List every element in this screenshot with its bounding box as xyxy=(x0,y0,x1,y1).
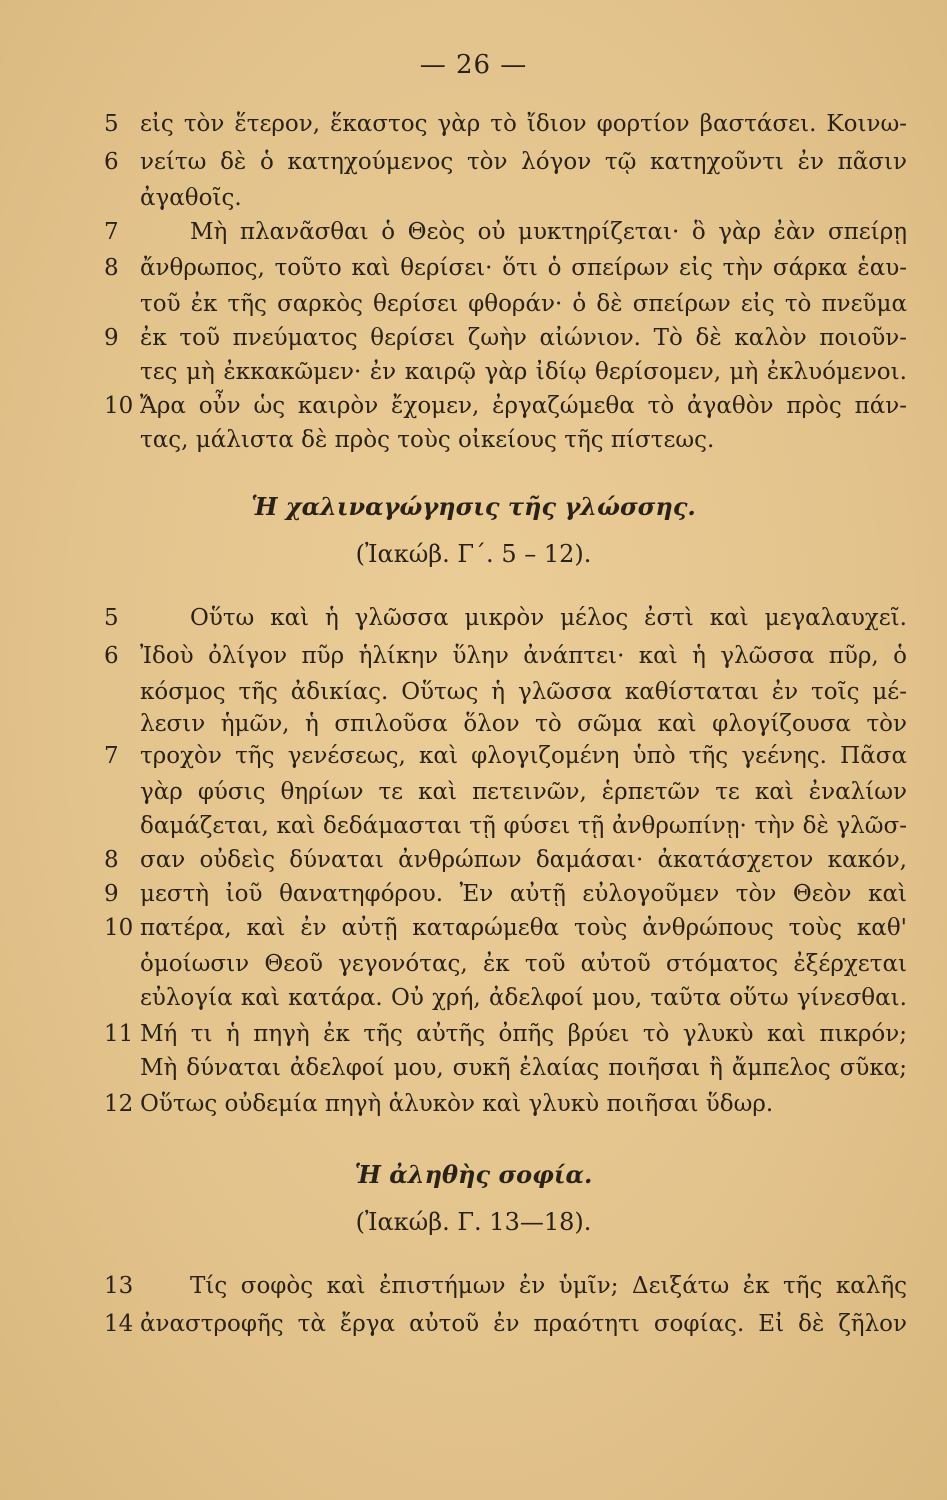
line-text: Τίς σοφὸς καὶ ἐπιστήμων ἐν ὑμῖν; Δειξάτω ἐκ τῆς καλῆς xyxy=(190,1273,907,1299)
line-text: Μὴ δύναται ἀδελφοί μου, συκῆ ἐλαίας ποιῆσαι ἢ ἄμπελος σῦκα; xyxy=(140,1055,907,1081)
text-line xyxy=(0,106,947,142)
verse-number: 7 xyxy=(104,743,119,769)
text-line xyxy=(0,1306,947,1342)
section-title: Ἡ ἀληθὴς σοφία. xyxy=(354,1160,593,1189)
line-text: ἐκ τοῦ πνεύματος θερίσει ζωὴν αἰώνιον. Τὸ δὲ καλὸν ποιοῦν- xyxy=(140,325,907,351)
line-text: Μὴ πλανᾶσθαι ὁ Θεὸς οὐ μυκτηρίζεται· ὃ γὰρ ἐὰν σπείρῃ xyxy=(190,219,907,245)
line-text: δαμάζεται, καὶ δεδάμασται τῇ φύσει τῇ ἀνθρωπίνῃ· τὴν δὲ γλῶσ- xyxy=(140,813,907,839)
text-line xyxy=(0,214,947,250)
line-text: ἀναστροφῆς τὰ ἔργα αὐτοῦ ἐν πραότητι σοφίας. Εἰ δὲ ζῆλον xyxy=(140,1311,907,1337)
text-line xyxy=(0,388,947,424)
section-title: Ἡ χαλιναγώγησις τῆς γλώσσης. xyxy=(251,492,696,521)
text-line xyxy=(0,774,947,810)
line-text: Οὕτως οὐδεμία πηγὴ ἁλυκὸν καὶ γλυκὺ ποιῆσαι ὕδωρ. xyxy=(140,1091,774,1117)
line-text: ἄνθρωπος, τοῦτο καὶ θερίσει· ὅτι ὁ σπείρων εἰς τὴν σάρκα ἑαυ- xyxy=(140,255,907,281)
line-text: μεστὴ ἰοῦ θανατηφόρου. Ἐν αὐτῇ εὐλογοῦμεν τὸν Θεὸν καὶ xyxy=(140,881,907,907)
line-text: Μή τι ἡ πηγὴ ἐκ τῆς αὐτῆς ὀπῆς βρύει τὸ γλυκὺ καὶ πικρόν; xyxy=(140,1021,907,1047)
line-text: τοῦ ἐκ τῆς σαρκὸς θερίσει φθοράν· ὁ δὲ σπείρων εἰς τὸ πνεῦμα xyxy=(140,291,907,317)
verse-number: 10 xyxy=(104,915,134,941)
verse-number: 9 xyxy=(104,325,119,351)
line-text: εὐλογία καὶ κατάρα. Οὐ χρή, ἀδελφοί μου, ταῦτα οὕτω γίνεσθαι. xyxy=(140,985,907,1011)
verse-number: 7 xyxy=(104,219,119,245)
text-line xyxy=(0,144,947,180)
page-number: — 26 — xyxy=(419,50,528,80)
line-text: τας, μάλιστα δὲ πρὸς τοὺς οἰκείους τῆς πίστεως. xyxy=(140,427,715,453)
text-line xyxy=(0,600,947,636)
line-text: τες μὴ ἐκκακῶμεν· ἐν καιρῷ γὰρ ἰδίῳ θερίσομεν, μὴ ἐκλυόμενοι. xyxy=(140,359,907,385)
text-line xyxy=(0,250,947,286)
line-text: Οὕτω καὶ ἡ γλῶσσα μικρὸν μέλος ἐστὶ καὶ μεγαλαυχεῖ. xyxy=(190,605,907,631)
scripture-reference: (Ἰακώβ. Γ΄. 5 – 12). xyxy=(355,540,592,568)
verse-number: 6 xyxy=(104,643,119,669)
line-text: ὁμοίωσιν Θεοῦ γεγονότας, ἐκ τοῦ αὐτοῦ στόματος ἐξέρχεται xyxy=(140,951,907,977)
verse-number: 9 xyxy=(104,881,119,907)
line-text: Ἰδοὺ ὀλίγον πῦρ ἡλίκην ὕλην ἀνάπτει· καὶ ἡ γλῶσσα πῦρ, ὁ xyxy=(140,643,907,669)
line-text: νείτω δὲ ὁ κατηχούμενος τὸν λόγον τῷ κατηχοῦντι ἐν πᾶσιν xyxy=(140,149,907,175)
text-line xyxy=(0,980,947,1016)
text-line xyxy=(0,1086,947,1122)
text-line xyxy=(0,1050,947,1086)
text-line xyxy=(0,286,947,322)
text-line xyxy=(0,320,947,356)
verse-number: 5 xyxy=(104,111,119,137)
line-text: τροχὸν τῆς γενέσεως, καὶ φλογιζομένη ὑπὸ τῆς γεένης. Πᾶσα xyxy=(140,743,907,769)
line-text: ἀγαθοῖς. xyxy=(140,185,242,211)
line-text: κόσμος τῆς ἀδικίας. Οὕτως ἡ γλῶσσα καθίσταται ἐν τοῖς μέ- xyxy=(140,679,907,705)
verse-number: 13 xyxy=(104,1273,134,1299)
line-text: εἰς τὸν ἕτερον, ἕκαστος γὰρ τὸ ἴδιον φορτίον βαστάσει. Κοινω- xyxy=(140,111,907,137)
text-line xyxy=(0,354,947,390)
text-line xyxy=(0,180,947,216)
scripture-reference: (Ἰακώβ. Γ. 13—18). xyxy=(355,1208,592,1236)
text-line xyxy=(0,1268,947,1304)
text-line xyxy=(0,876,947,912)
text-line xyxy=(0,910,947,946)
line-text: Ἄρα οὖν ὡς καιρὸν ἔχομεν, ἐργαζώμεθα τὸ ἀγαθὸν πρὸς πάν- xyxy=(140,393,907,419)
verse-number: 8 xyxy=(104,255,119,281)
verse-number: 12 xyxy=(104,1091,134,1117)
verse-number: 11 xyxy=(104,1021,134,1047)
text-line xyxy=(0,706,947,742)
verse-number: 14 xyxy=(104,1311,134,1337)
line-text: πατέρα, καὶ ἐν αὐτῇ καταρώμεθα τοὺς ἀνθρώπους τοὺς καθ' xyxy=(140,915,907,941)
line-text: σαν οὐδεὶς δύναται ἀνθρώπων δαμάσαι· ἀκατάσχετον κακόν, xyxy=(140,847,907,873)
verse-number: 10 xyxy=(104,393,134,419)
text-line xyxy=(0,738,947,774)
verse-number: 6 xyxy=(104,149,119,175)
text-line xyxy=(0,1016,947,1052)
text-line xyxy=(0,946,947,982)
text-line xyxy=(0,674,947,710)
text-line xyxy=(0,842,947,878)
text-line xyxy=(0,638,947,674)
text-line xyxy=(0,422,947,458)
line-text: γὰρ φύσις θηρίων τε καὶ πετεινῶν, ἑρπετῶν τε καὶ ἐναλίων xyxy=(140,779,907,805)
verse-number: 8 xyxy=(104,847,119,873)
line-text: λεσιν ἡμῶν, ἡ σπιλοῦσα ὅλον τὸ σῶμα καὶ φλογίζουσα τὸν xyxy=(140,711,907,737)
text-line xyxy=(0,808,947,844)
verse-number: 5 xyxy=(104,605,119,631)
